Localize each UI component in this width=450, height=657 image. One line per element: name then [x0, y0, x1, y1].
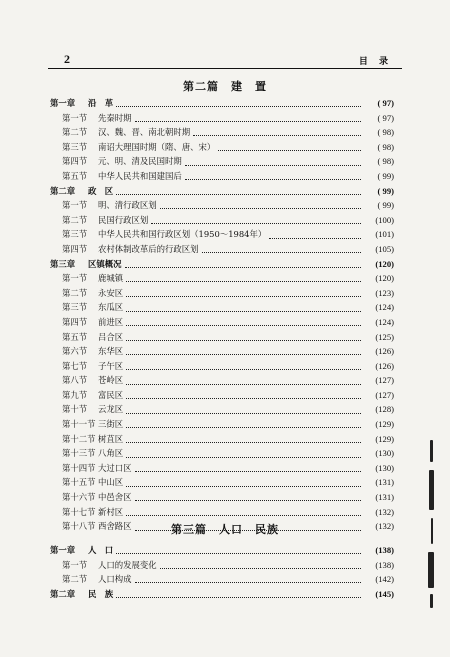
toc-section-row	[50, 330, 394, 345]
entry-page: (129)	[375, 419, 394, 430]
entry-label: 第四节	[62, 243, 88, 254]
entry-title: 八角区	[98, 448, 124, 459]
toc-section-row	[50, 417, 394, 432]
entry-title: 大过口区	[98, 462, 132, 473]
entry-page: (127)	[375, 389, 394, 400]
dot-leader	[135, 120, 362, 122]
toc-section-row	[50, 490, 394, 505]
entry-title: 中华人民共和国行政区划（1950～1984年）	[98, 229, 267, 240]
entry-page: (131)	[375, 492, 394, 503]
toc-section-row	[50, 242, 394, 257]
entry-title: 汉、魏、晋、南北朝时期	[98, 127, 191, 138]
scan-edge-mark	[428, 440, 436, 610]
dot-leader	[135, 470, 362, 472]
entry-label: 第七节	[62, 360, 88, 371]
entry-title: 民 族	[88, 588, 114, 599]
dot-leader	[126, 397, 361, 399]
entry-label: 第十五节	[62, 477, 96, 488]
toc-list-part2	[50, 96, 394, 534]
toc-list-part3	[50, 543, 394, 601]
toc-section-row	[50, 344, 394, 359]
dot-leader	[126, 280, 361, 282]
dot-leader	[126, 295, 361, 297]
entry-page: (120)	[375, 258, 394, 269]
entry-title: 树苴区	[98, 433, 124, 444]
dot-leader	[135, 499, 362, 501]
toc-section-row	[50, 286, 394, 301]
dot-leader	[116, 552, 361, 554]
dot-leader	[151, 222, 361, 224]
entry-page: ( 97)	[377, 112, 394, 123]
entry-title: 中华人民共和国建国后	[98, 170, 182, 181]
toc-section-row	[50, 505, 394, 520]
entry-label: 第二节	[62, 287, 88, 298]
dot-leader	[126, 514, 361, 516]
entry-title: 区镇概况	[88, 258, 122, 269]
toc-chapter-row	[50, 543, 394, 558]
toc-section-row	[50, 359, 394, 374]
dot-leader	[126, 368, 361, 370]
dot-leader	[160, 207, 361, 209]
dot-leader	[126, 383, 361, 385]
dot-leader	[116, 193, 361, 195]
entry-label: 第六节	[62, 346, 88, 357]
running-head: 目 录	[358, 57, 392, 67]
part-title: 第三篇 人口 民族	[171, 523, 279, 536]
dot-leader	[126, 339, 361, 341]
entry-page: (138)	[375, 545, 394, 555]
page-header	[48, 52, 402, 69]
dot-leader	[126, 485, 361, 487]
entry-title: 三街区	[98, 419, 124, 430]
dot-leader	[218, 149, 361, 151]
dot-leader	[269, 237, 361, 239]
dot-leader	[185, 178, 361, 180]
toc-section-row	[50, 432, 394, 447]
toc-section-row	[50, 373, 394, 388]
entry-page: (126)	[375, 346, 394, 357]
entry-title: 人 口	[88, 545, 114, 555]
toc-section-row	[50, 558, 394, 573]
entry-title: 西舍路区	[98, 521, 132, 532]
entry-title: 东华区	[98, 346, 124, 357]
part-title: 第二篇 建 置	[183, 80, 267, 93]
dot-leader	[160, 567, 361, 569]
entry-page: ( 99)	[377, 200, 394, 211]
entry-page: (142)	[375, 574, 394, 585]
toc-section-row	[50, 198, 394, 213]
entry-label: 第一章	[50, 545, 76, 555]
dot-leader	[202, 251, 362, 253]
toc-section-row	[50, 140, 394, 155]
toc-chapter-row	[50, 587, 394, 602]
entry-title: 先秦时期	[98, 112, 132, 123]
entry-label: 第九节	[62, 389, 88, 400]
dot-leader	[135, 581, 362, 583]
entry-label: 第十三节	[62, 448, 96, 459]
entry-page: (145)	[375, 588, 394, 599]
entry-page: (130)	[375, 448, 394, 459]
toc-section-row	[50, 446, 394, 461]
entry-label: 第四节	[62, 156, 88, 167]
entry-title: 鹿城镇	[98, 273, 124, 284]
toc-section-row	[50, 271, 394, 286]
dot-leader	[125, 266, 362, 268]
entry-label: 第一章	[50, 98, 76, 108]
entry-page: ( 98)	[377, 127, 394, 138]
dot-leader	[126, 353, 361, 355]
entry-page: (129)	[375, 433, 394, 444]
entry-title: 明、清行政区划	[98, 200, 157, 211]
dot-leader	[126, 426, 361, 428]
entry-label: 第十一节	[62, 419, 96, 430]
entry-label: 第三节	[62, 302, 88, 313]
entry-page: (125)	[375, 331, 394, 342]
toc-section-row	[50, 402, 394, 417]
entry-page: (127)	[375, 375, 394, 386]
entry-label: 第十七节	[62, 506, 96, 517]
toc-section-row	[50, 111, 394, 126]
entry-title: 沿 革	[88, 98, 114, 108]
entry-page: (100)	[375, 214, 394, 225]
entry-title: 政 区	[88, 185, 114, 196]
entry-title: 中邑舍区	[98, 492, 132, 503]
entry-label: 第一节	[62, 559, 88, 570]
entry-label: 第二节	[62, 127, 88, 138]
entry-page: (123)	[375, 287, 394, 298]
entry-label: 第十节	[62, 404, 88, 415]
entry-label: 第一节	[62, 200, 88, 211]
entry-title: 吕合区	[98, 331, 124, 342]
entry-page: (130)	[375, 462, 394, 473]
dot-leader	[126, 310, 361, 312]
entry-title: 南诏大理国时期（隋、唐、宋）	[98, 141, 216, 152]
entry-page: ( 99)	[377, 185, 394, 196]
entry-title: 苍岭区	[98, 375, 124, 386]
toc-section-row	[50, 475, 394, 490]
toc-chapter-row	[50, 96, 394, 111]
entry-title: 元、明、清及民国时期	[98, 156, 182, 167]
entry-page: ( 99)	[377, 170, 394, 181]
entry-label: 第十八节	[62, 521, 96, 532]
dot-leader	[116, 596, 361, 598]
entry-page: (101)	[375, 229, 394, 240]
entry-page: ( 97)	[377, 98, 394, 108]
entry-label: 第四节	[62, 316, 88, 327]
dot-leader	[126, 456, 361, 458]
entry-page: ( 98)	[377, 141, 394, 152]
toc-section-row	[50, 227, 394, 242]
toc-section-row	[50, 154, 394, 169]
entry-label: 第二章	[50, 588, 76, 599]
dot-leader	[185, 164, 361, 166]
entry-title: 东瓜区	[98, 302, 124, 313]
entry-page: ( 98)	[377, 156, 394, 167]
toc-section-row	[50, 572, 394, 587]
entry-label: 第十六节	[62, 492, 96, 503]
entry-page: (124)	[375, 302, 394, 313]
entry-title: 中山区	[98, 477, 124, 488]
dot-leader	[126, 412, 361, 414]
entry-label: 第一节	[62, 112, 88, 123]
toc-section-row	[50, 388, 394, 403]
entry-label: 第三节	[62, 141, 88, 152]
entry-page: (132)	[375, 521, 394, 532]
entry-page: (138)	[375, 559, 394, 570]
entry-label: 第八节	[62, 375, 88, 386]
toc-section-row	[50, 461, 394, 476]
dot-leader	[116, 105, 361, 107]
toc-section-row	[50, 213, 394, 228]
entry-label: 第十二节	[62, 433, 96, 444]
dot-leader	[126, 441, 361, 443]
entry-page: (132)	[375, 506, 394, 517]
entry-title: 人口的发展变化	[98, 559, 157, 570]
entry-title: 民国行政区划	[98, 214, 149, 225]
entry-title: 永安区	[98, 287, 124, 298]
entry-title: 富民区	[98, 389, 124, 400]
entry-label: 第五节	[62, 170, 88, 181]
entry-label: 第十四节	[62, 462, 96, 473]
entry-label: 第二章	[50, 185, 76, 196]
dot-leader	[126, 324, 361, 326]
toc-section-row	[50, 125, 394, 140]
page-number: 2	[64, 52, 70, 66]
entry-title: 新村区	[98, 506, 124, 517]
entry-page: (120)	[375, 273, 394, 284]
entry-page: (124)	[375, 316, 394, 327]
entry-label: 第三章	[50, 258, 76, 269]
entry-page: (128)	[375, 404, 394, 415]
entry-title: 农村体制改革后的行政区划	[98, 243, 199, 254]
entry-label: 第二节	[62, 574, 88, 585]
entry-title: 前进区	[98, 316, 124, 327]
entry-page: (105)	[375, 243, 394, 254]
toc-section-row	[50, 300, 394, 315]
entry-title: 人口构成	[98, 574, 132, 585]
entry-title: 云龙区	[98, 404, 124, 415]
toc-chapter-row	[50, 257, 394, 272]
entry-label: 第五节	[62, 331, 88, 342]
entry-page: (126)	[375, 360, 394, 371]
toc-section-row	[50, 169, 394, 184]
entry-label: 第二节	[62, 214, 88, 225]
entry-title: 子午区	[98, 360, 124, 371]
toc-chapter-row	[50, 184, 394, 199]
toc-section-row	[50, 315, 394, 330]
entry-label: 第三节	[62, 229, 88, 240]
entry-page: (131)	[375, 477, 394, 488]
entry-label: 第一节	[62, 273, 88, 284]
dot-leader	[193, 134, 361, 136]
